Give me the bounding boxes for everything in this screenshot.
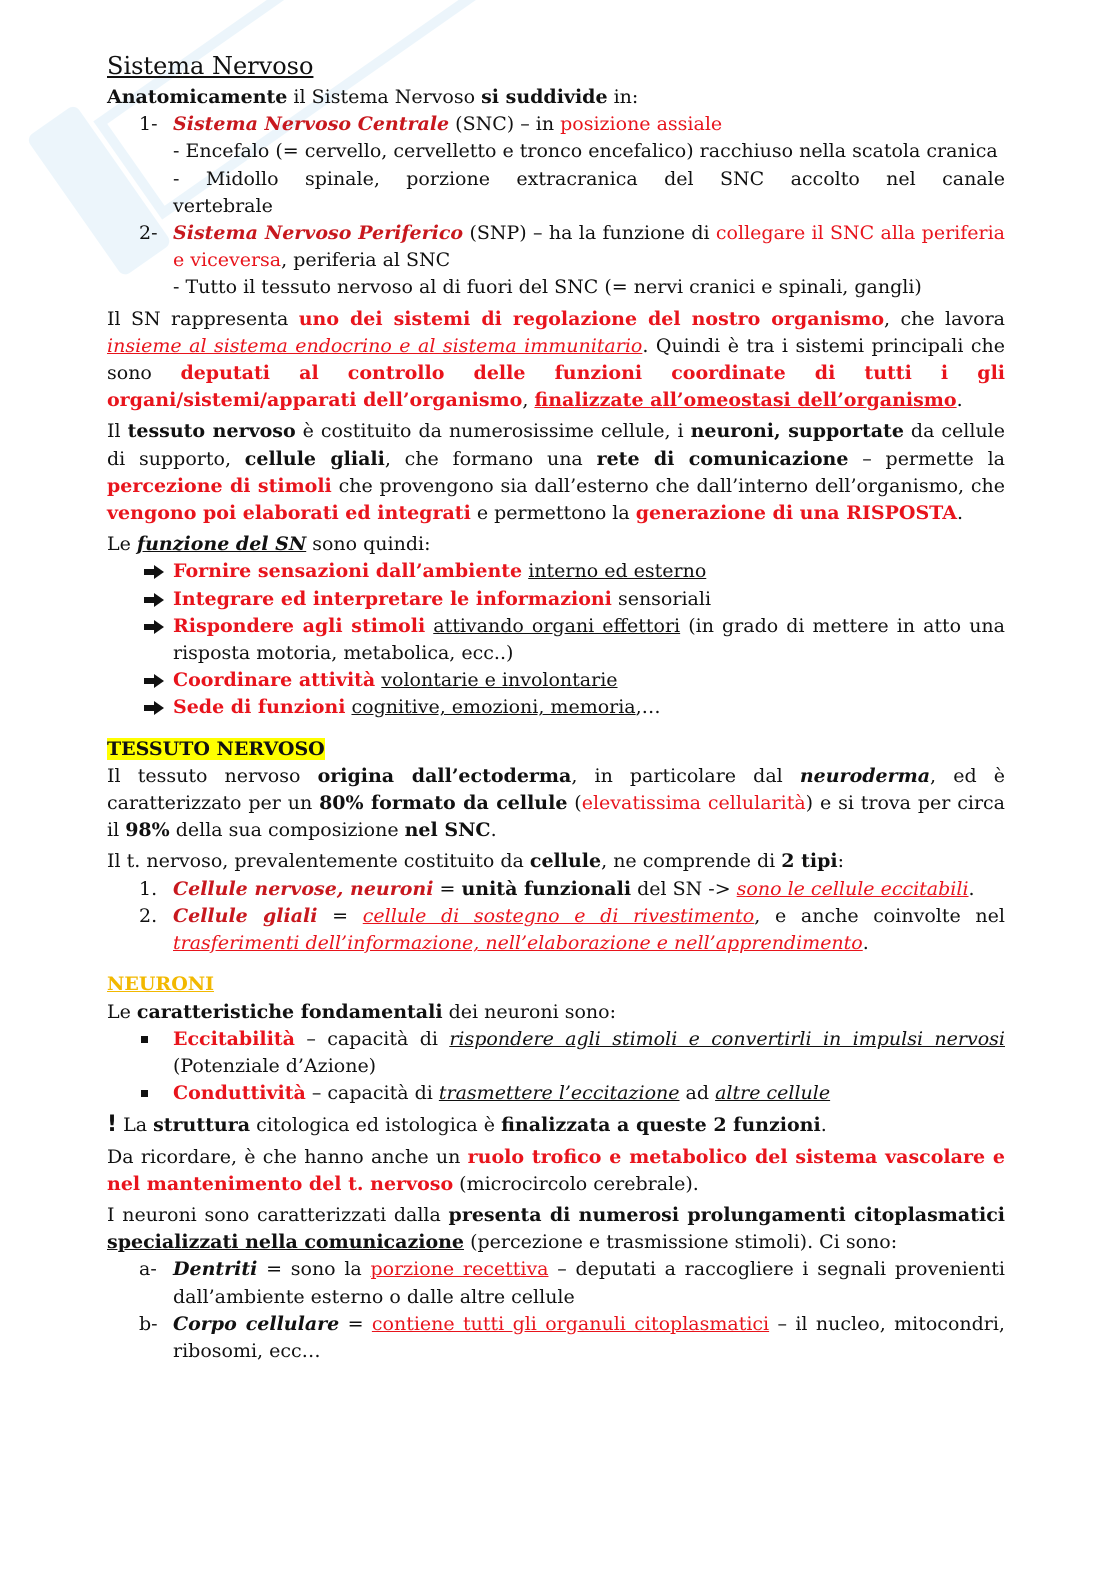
- list-item: Rispondere agli stimoli attivando organi effettori (in grado di mettere in atto una risposta motoria, metabolica, ecc..): [107, 613, 1005, 667]
- section-heading-tessuto: TESSUTO NERVOSO: [107, 737, 325, 760]
- section-heading-neuroni: NEURONI: [107, 973, 215, 996]
- list-marker: 1.: [139, 877, 158, 900]
- note-struttura: ! La struttura citologica ed istologica è finalizzata a queste 2 funzioni.: [107, 1112, 827, 1138]
- list-item: Conduttività – capacità di trasmettere l’eccitazione ad altre cellule: [107, 1080, 1005, 1107]
- list-item-snc: 1- Sistema Nervoso Centrale (SNC) – in posizione assiale - Encefalo (= cervello, cervelletto e tronco encefalico) racchiuso nella scatola cranica - Midollo spinale, porzione extracranica del SNC accolto nel canale vertebrale: [107, 111, 1005, 220]
- square-bullet-icon: [141, 1090, 148, 1097]
- arrow-right-icon: [143, 619, 165, 635]
- list-marker: 2.: [139, 904, 158, 927]
- square-bullet-icon: [141, 1036, 148, 1043]
- snp-sub-tessuto: - Tutto il tessuto nervoso al di fuori del SNC (= nervi cranici e spinali, gangli): [173, 276, 922, 299]
- list-item: Eccitabilità – capacità di rispondere agli stimoli e convertirli in impulsi nervosi (Potenziale d’Azione): [107, 1026, 1005, 1080]
- arrow-right-icon: [143, 592, 165, 608]
- paragraph-ruolo-trofico: Da ricordare, è che hanno anche un ruolo trofico e metabolico del sistema vascolare e nel mantenimento del t. nervoso (microcircolo cerebrale).: [107, 1145, 1005, 1195]
- list-item: Integrare ed interpretare le informazioni sensoriali: [107, 586, 1005, 613]
- list-item-snp: 2- Sistema Nervoso Periferico (SNP) – ha la funzione di collegare il SNC alla periferia e viceversa, periferia al SNC - Tutto il tessuto nervoso al di fuori del SNC (= nervi cranici e spinali, gangli): [107, 220, 1005, 302]
- paragraph-funzioni-intro: Le funzione del SN sono quindi:: [107, 533, 431, 556]
- list-item: 2. Cellule gliali = cellule di sostegno e di rivestimento, e anche coinvolte nel trasferimenti dell’informazione, nell’elaborazione e nell’apprendimento.: [139, 904, 1005, 955]
- paragraph-caratteristiche: Le caratteristiche fondamentali dei neuroni sono:: [107, 1000, 616, 1023]
- list-marker: 2-: [139, 222, 158, 245]
- paragraph-origine: Il tessuto nervoso origina dall’ectoderma, in particolare dal neuroderma, ed è caratterizzato per un 80% formato da cellule (elevatissima cellularità) e si trova per circa il 98% della sua composizione nel SNC.: [107, 764, 1005, 842]
- list-item: Fornire sensazioni dall’ambiente interno ed esterno: [107, 558, 1005, 585]
- document-page: [107, 48, 1005, 1365]
- list-item: Coordinare attività volontarie e involontarie: [107, 667, 1005, 694]
- paragraph-prolungamenti: I neuroni sono caratterizzati dalla presenta di numerosi prolungamenti citoplasmatici specializzati nella comunicazione (percezione e trasmissione stimoli). Ci sono:: [107, 1203, 1005, 1254]
- paragraph-regolazione: Il SN rappresenta uno dei sistemi di regolazione del nostro organismo, che lavora insieme al sistema endocrino e al sistema immunitario. Quindi è tra i sistemi principali che sono deputati al controllo delle funzioni coordinate di tutti i gli organi/sistemi/apparati dell’organismo, finalizzate all’omeostasi dell’organismo.: [107, 307, 1006, 412]
- list-item: Sede di funzioni cognitive, emozioni, memoria,…: [107, 694, 1005, 721]
- functions-list: [107, 558, 1005, 721]
- page-title: Sistema Nervoso: [107, 52, 314, 80]
- list-marker: 1-: [139, 113, 158, 136]
- intro-paragraph: Anatomicamente il Sistema Nervoso si suddivide in:: [107, 86, 639, 108]
- arrow-right-icon: [143, 564, 165, 580]
- arrow-right-icon: [143, 700, 165, 716]
- list-item: 1. Cellule nervose, neuroni = unità funzionali del SN -> sono le cellule eccitabili.: [107, 876, 1005, 903]
- list-item: a- Dentriti = sono la porzione recettiva – deputati a raccogliere i segnali provenienti dall’ambiente esterno o dalle altre cellule: [139, 1258, 1005, 1308]
- exclamation-icon: !: [107, 1112, 118, 1138]
- list-marker: b-: [139, 1312, 158, 1335]
- list-item: b- Corpo cellulare = contiene tutti gli organuli citoplasmatici – il nucleo, mitocondri, ribosomi, ecc…: [139, 1312, 1005, 1362]
- paragraph-tipi: Il t. nervoso, prevalentemente costituito da cellule, ne comprende di 2 tipi:: [107, 850, 845, 873]
- snc-sub-midollo: - Midollo spinale, porzione extracranica del SNC accolto nel canale vertebrale: [173, 167, 1005, 217]
- paragraph-tessuto-nervoso: Il tessuto nervoso è costituito da numerosissime cellule, i neuroni, supportate da cellule di supporto, cellule gliali, che formano una rete di comunicazione – permette la percezione di stimoli che provengono sia dall’esterno che dall’interno dell’organismo, che vengono poi elaborati ed integrati e permettono la generazione di una RISPOSTA.: [107, 420, 1005, 525]
- list-marker: a-: [139, 1258, 157, 1281]
- snc-sub-encefalo: - Encefalo (= cervello, cervelletto e tronco encefalico) racchiuso nella scatola cranica: [173, 140, 998, 163]
- arrow-right-icon: [143, 673, 165, 689]
